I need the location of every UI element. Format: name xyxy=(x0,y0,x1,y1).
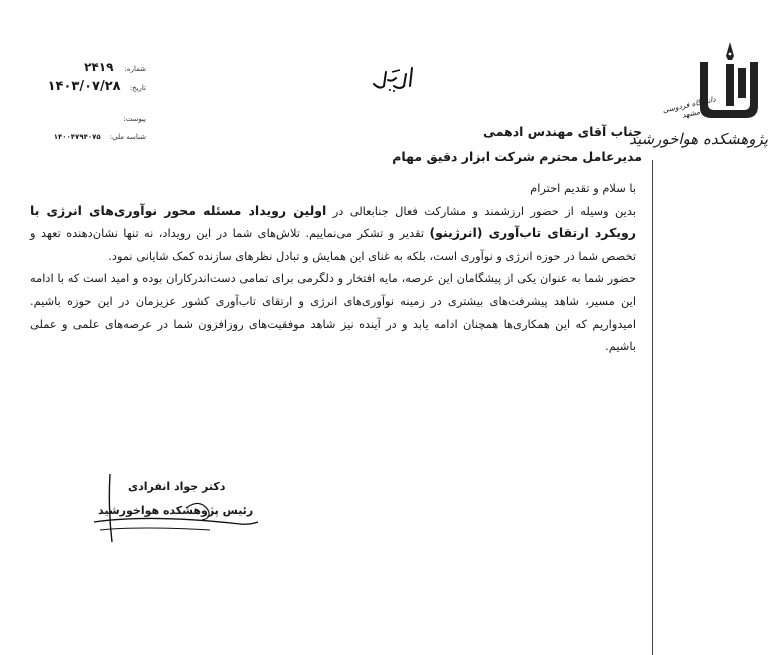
addressee-position: مدیرعامل محترم شرکت ابزار دقیق مهام xyxy=(392,149,642,164)
basmala-calligraphy xyxy=(370,64,416,98)
number-label: شماره: xyxy=(124,65,146,73)
institute-name: پژوهشکده هواخورشید xyxy=(629,130,768,148)
logo-emblem-icon xyxy=(660,38,764,138)
national-id: ۱۴۰۰۴۷۹۴۰۷۵ xyxy=(53,133,101,141)
event-name: اولین رویداد مسئله محور نوآوری‌های انرژی با رویکرد ارتقای تاب‌آوری (انرژینو) xyxy=(30,202,636,241)
margin-rule xyxy=(652,160,653,655)
university-name: دانشگاه فردوسی مشهد xyxy=(661,94,717,120)
attachment-label: پیوست: xyxy=(123,115,146,123)
institute-logo xyxy=(629,38,768,158)
signatory-title: رئیس پژوهشکده هواخورشید xyxy=(98,504,254,517)
letter-number: ۲۴۱۹ xyxy=(84,60,114,74)
letter-body xyxy=(30,177,636,358)
paragraph-1-start: بدین وسیله از حضور ارزشمند و مشارکت فعال جنابعالی در xyxy=(326,203,636,218)
national-id-label: شناسه ملی: xyxy=(109,133,146,141)
addressee-name: جناب آقای مهندس ادهمی xyxy=(483,124,642,139)
date-label: تاریخ: xyxy=(129,84,146,92)
paragraph-1-end: تقدیر و تشکر می‌نماییم. تلاش‌های شما در این رویداد، نه تنها نشان‌دهنده تعهد و تخصص شما در حوزه انرژی و نوآوری است، بلکه به غنای این همایش و تبادل نظرهای سازنده کمک شایانی نمود. xyxy=(30,226,636,263)
signatory-name: دکتر جواد انفرادی xyxy=(128,480,226,493)
paragraph-2: حضور شما به عنوان یکی از پیشگامان این عرصه، مایه افتخار و دلگرمی برای تمامی دست‌اندرکاران بوده و امید است که با ادامه این مسیر، شاهد پیشرفت‌های بیشتری در زمینه نوآوری‌های انرژی و ارتقای تاب‌آوری کشور عزیزمان در این حوزه باشیم. امیدواریم که این همکاری‌ها همچنان ادامه یابد و در آینده نیز شاهد موفقیت‌های روزافزون شما در عرصه‌های علمی و عملی باشیم. xyxy=(30,271,636,354)
paragraph-1 xyxy=(30,200,636,268)
letter-date: ۱۴۰۳/۰۷/۲۸ xyxy=(47,79,121,94)
greeting: با سلام و تقدیم احترام xyxy=(530,181,636,195)
